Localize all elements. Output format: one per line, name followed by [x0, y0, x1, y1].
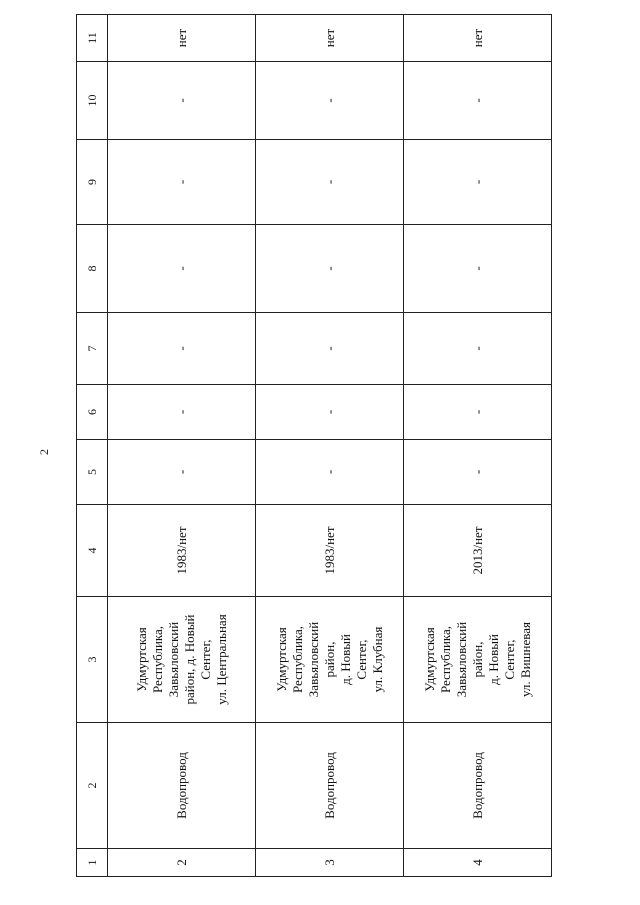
address-cell [256, 597, 404, 723]
header-cell: 1 [77, 849, 108, 877]
table-row [108, 15, 256, 877]
address-line: Завьяловский [305, 621, 321, 698]
address-line: Сентег, [197, 639, 213, 680]
address-line: район, [469, 641, 485, 678]
header-cell: 6 [77, 385, 108, 440]
header-cell: 8 [77, 225, 108, 313]
object-name-cell: Водопровод [256, 723, 404, 849]
year-cell: 2013/нет [404, 505, 552, 597]
address-cell [404, 597, 552, 723]
address-line: Завьяловский [453, 621, 469, 698]
header-cell: 2 [77, 723, 108, 849]
address-line: д. Новый [337, 634, 353, 685]
year-cell: 1983/нет [108, 505, 256, 597]
address-line: ул. Клубная [369, 626, 385, 693]
value-cell: - [256, 62, 404, 140]
row-number-cell: 2 [108, 849, 256, 877]
value-cell: - [108, 313, 256, 385]
address-line: Сентег, [353, 639, 369, 680]
value-cell: - [108, 385, 256, 440]
value-cell: - [404, 440, 552, 505]
row-number-cell: 3 [256, 849, 404, 877]
value-cell: - [404, 313, 552, 385]
address-line: район, [321, 641, 337, 678]
header-cell: 4 [77, 505, 108, 597]
value-cell: нет [256, 15, 404, 62]
address-line: ул. Вишневая [517, 622, 533, 697]
value-cell: - [256, 225, 404, 313]
value-cell: - [108, 62, 256, 140]
header-cell: 11 [77, 15, 108, 62]
header-cell: 3 [77, 597, 108, 723]
value-cell: - [256, 385, 404, 440]
value-cell: нет [404, 15, 552, 62]
page-number: 2 [37, 449, 51, 455]
value-cell: - [404, 62, 552, 140]
value-cell: - [256, 440, 404, 505]
address-cell [108, 597, 256, 723]
header-cell: 7 [77, 313, 108, 385]
address-line: Удмуртская [421, 627, 437, 692]
object-name-cell: Водопровод [404, 723, 552, 849]
year-cell: 1983/нет [256, 505, 404, 597]
rotated-table-container [76, 15, 552, 877]
address-line: Республика, [149, 625, 165, 694]
object-name-cell: Водопровод [108, 723, 256, 849]
address-line: район, д. Новый [181, 614, 197, 705]
registry-table [76, 14, 552, 877]
value-cell: - [256, 313, 404, 385]
value-cell: нет [108, 15, 256, 62]
value-cell: - [404, 140, 552, 225]
address-line: Республика, [289, 625, 305, 694]
address-line: Удмуртская [273, 627, 289, 692]
address-line: Сентег, [501, 639, 517, 680]
table-row [404, 15, 552, 877]
address-line: Республика, [437, 625, 453, 694]
value-cell: - [404, 385, 552, 440]
header-cell: 5 [77, 440, 108, 505]
header-cell: 10 [77, 62, 108, 140]
address-line: ул. Центральная [213, 614, 229, 705]
value-cell: - [108, 140, 256, 225]
row-number-cell: 4 [404, 849, 552, 877]
table-row [256, 15, 404, 877]
value-cell: - [108, 440, 256, 505]
address-line: д. Новый [485, 634, 501, 685]
address-line: Удмуртская [133, 627, 149, 692]
header-row [77, 15, 108, 877]
address-line: Завьяловский [165, 621, 181, 698]
header-cell: 9 [77, 140, 108, 225]
value-cell: - [404, 225, 552, 313]
value-cell: - [256, 140, 404, 225]
value-cell: - [108, 225, 256, 313]
